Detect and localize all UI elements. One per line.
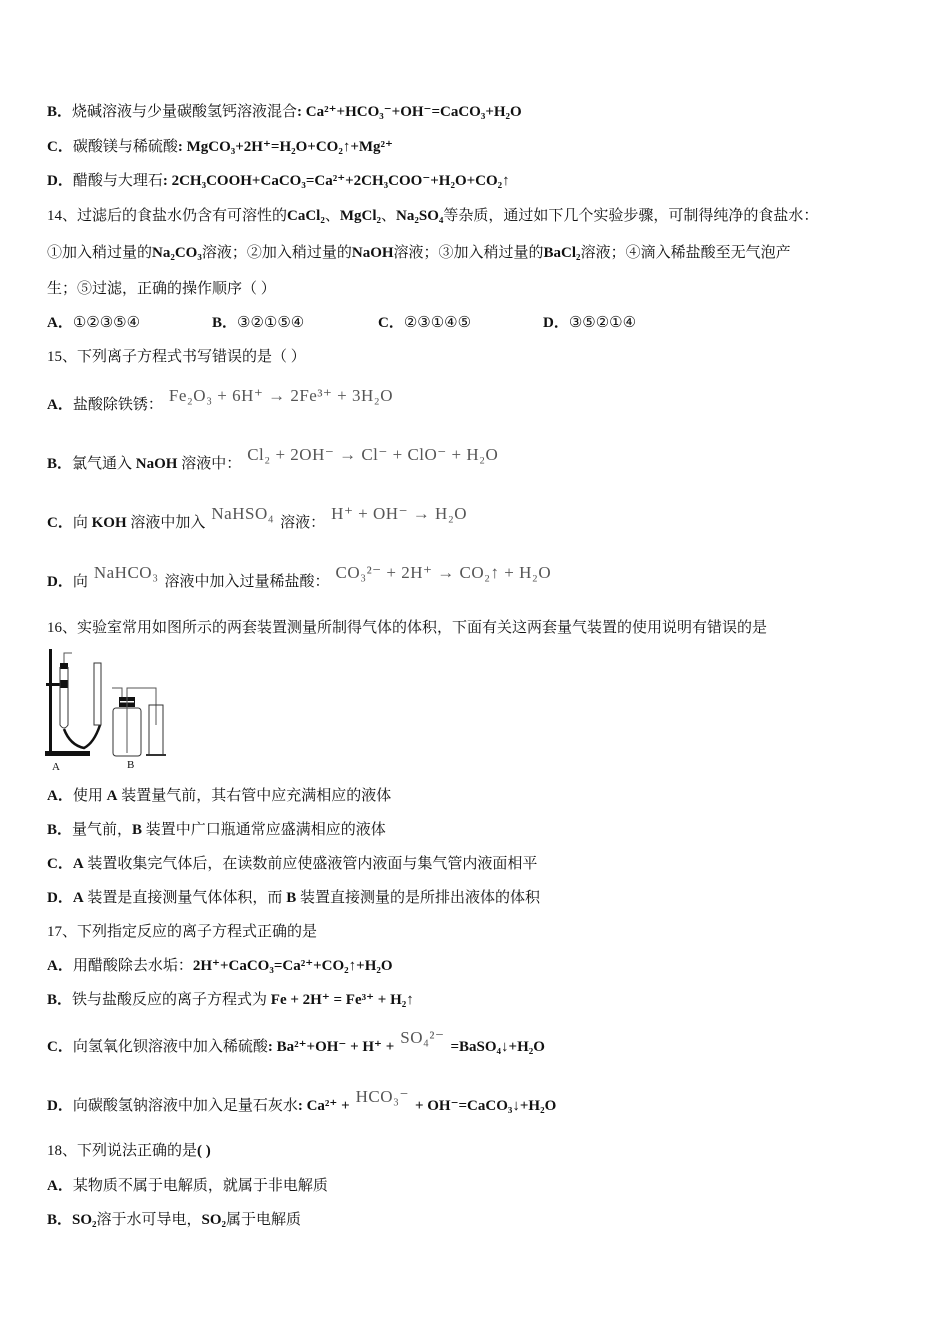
text-line [47,923,317,941]
formula-image: SO₄²⁻ [400,1028,445,1047]
text-segment: : Ca²⁺ + [297,1098,350,1114]
text-segment: 溶液；④滴入稀盐酸至无气泡产 [580,245,791,261]
formula-image: NaHCO₃ [93,563,159,582]
text-segment: 17、下列指定反应的离子方程式正确的是 [47,924,318,940]
text-line [47,1028,545,1056]
option-text: ①②③⑤④ [72,315,141,331]
text-segment: =BaSO₄↓+H₂O [450,1039,545,1055]
text-segment: B [286,890,297,906]
text-line [47,957,393,975]
text-line [47,619,767,637]
text-segment: 溶液；③加入稍过量的 [393,245,544,261]
text-segment: 14、过滤后的食盐水仍含有可溶性的 [47,208,288,224]
text-segment: 2H⁺+CaCO₃=Ca²⁺+CO₂↑+H₂O [192,958,393,974]
text-segment: 向碳酸氢钠溶液中加入足量石灰水 [72,1098,298,1114]
text-segment: 量气前， [72,822,133,838]
text-line [47,244,791,262]
text-segment: : 2CH₃COOH+CaCO₃=Ca²⁺+2CH₃COO⁻+H₂O+CO₂↑ [162,173,510,189]
text-segment: D．A [47,890,84,906]
text-segment: 烧碱溶液与少量碳酸氢钙溶液混合 [72,104,298,120]
text-segment: 醋酸与大理石 [72,173,163,189]
text-segment: 溶于水可导电， [96,1212,202,1228]
text-line [47,207,818,225]
text-line [47,172,510,190]
text-segment: 铁与盐酸反应的离子方程式为 [72,992,268,1008]
text-segment: 生；⑤过滤，正确的操作顺序（ ） [47,281,276,297]
text-line [47,991,414,1009]
apparatus-drawing [40,645,190,775]
text-segment: 16、实验室常用如图所示的两套装置测量所制得气体的体积，下面有关这两套量气装置的使用说明有错误的是 [47,620,768,636]
text-segment: 用醋酸除去水垢： [72,958,193,974]
text-segment: D． [47,1098,73,1114]
text-segment: : Ca²⁺+HCO₃⁻+OH⁻=CaCO₃+H₂O [297,104,522,120]
option-text: ③⑤②①④ [568,315,637,331]
text-segment: B． [47,992,73,1008]
text-segment: 盐酸除铁锈： [72,397,163,413]
text-segment: A． [47,958,73,974]
text-segment: B．SO₂ [47,1212,97,1228]
text-segment: BaCl₂ [543,245,581,261]
text-segment: C． [47,515,73,531]
text-segment: Fe + 2H⁺ = Fe³⁺ + H₂↑ [267,992,414,1008]
text-segment: 溶液中加入 [126,515,206,531]
text-line [47,1177,328,1195]
text-segment: 溶液： [280,515,326,531]
option-letter: C． [378,315,404,331]
text-segment: 18、下列说法正确的是 [47,1143,198,1159]
text-segment: C．A [47,856,84,872]
text-segment: 氯气通入 [72,456,136,472]
text-line [47,445,504,473]
text-segment: 碳酸镁与稀硫酸 [72,139,178,155]
text-segment: D． [47,173,73,189]
option-text: ②③①④⑤ [403,315,472,331]
text-line [47,504,473,532]
text-segment: : MgCO₃+2H⁺=H₂O+CO₂↑+Mg²⁺ [177,139,393,155]
text-segment: 装置直接测量的是所排出液体的体积 [296,890,540,906]
formula-image: CO₃²⁻ + 2H⁺ → CO₂↑ + H₂O [335,563,552,582]
text-segment: 属于电解质 [226,1212,302,1228]
text-line [47,386,399,414]
text-segment: 使用 [72,788,107,804]
q14-option-d [543,314,636,332]
text-segment: 装置是直接测量气体体积，而 [83,890,287,906]
text-line [47,787,391,805]
text-segment: 等杂质，通过如下几个实验步骤，可制得纯净的食盐水： [443,208,819,224]
text-segment: ①加入稍过量的 [47,245,153,261]
option-letter: A． [47,315,73,331]
text-line [47,103,522,121]
text-line [47,889,540,907]
text-segment: B． [47,104,73,120]
text-segment: 向 [72,515,92,531]
formula-image: H⁺ + OH⁻ → H₂O [331,504,468,523]
text-segment: C． [47,1039,73,1055]
formula-image: Fe₂O₃ + 6H⁺ → 2Fe³⁺ + 3H₂O [168,386,393,405]
text-line [47,1142,211,1160]
text-segment: A [106,788,118,804]
text-segment: C． [47,139,73,155]
formula-image: Cl₂ + 2OH⁻ → Cl⁻ + ClO⁻ + H₂O [247,445,499,464]
formula-image: NaHSO₄ [211,504,275,523]
text-line [47,855,537,873]
text-segment: 、 [324,208,340,224]
text-segment: Na₂CO₃ [152,245,202,261]
text-segment: B． [47,822,73,838]
text-segment: 装置收集完气体后，在读数前应使盛液管内液面与集气管内液面相平 [83,856,538,872]
text-line [47,563,557,591]
figure-label-a: A [52,761,60,773]
text-segment: 装置中广口瓶通常应盛满相应的液体 [142,822,386,838]
gas-measurement-apparatus-figure [40,645,190,780]
q14-option-b [212,314,304,332]
text-segment: SO₂ [201,1212,227,1228]
figure-label-b: B [127,759,135,771]
text-segment: MgCl₂ [339,208,382,224]
text-segment: : Ba²⁺+OH⁻ + H⁺ + [267,1039,395,1055]
text-segment: ( ) [197,1143,211,1159]
text-line [47,1211,301,1229]
text-line [47,280,276,298]
text-segment: 向氢氧化钡溶液中加入稀硫酸 [72,1039,268,1055]
text-segment: 某物质不属于电解质，就属于非电解质 [72,1178,328,1194]
text-segment: 、 [381,208,397,224]
text-segment: A． [47,1178,73,1194]
text-line [47,821,386,839]
text-segment: D． [47,574,73,590]
text-segment: NaOH [351,245,394,261]
text-segment: 溶液中加入过量稀盐酸： [164,574,330,590]
text-line [47,138,393,156]
text-segment: B [132,822,143,838]
text-segment: 15、下列离子方程式书写错误的是（ ） [47,349,306,365]
q14-option-a [47,314,140,332]
text-segment: 溶液中： [177,456,242,472]
option-letter: D． [543,315,569,331]
text-line [47,1087,557,1115]
text-segment: + OH⁻=CaCO₃↓+H₂O [414,1098,557,1114]
text-segment: 向 [72,574,88,590]
option-letter: B． [212,315,238,331]
text-line [47,348,306,366]
text-segment: CaCl₂ [287,208,325,224]
text-segment: A． [47,397,73,413]
text-segment: KOH [91,515,127,531]
text-segment: Na₂SO₄ [396,208,444,224]
option-text: ③②①⑤④ [237,315,305,331]
text-segment: A． [47,788,73,804]
text-segment: NaOH [135,456,178,472]
formula-image: HCO₃⁻ [355,1087,409,1106]
q14-option-c [378,314,471,332]
text-segment: 装置量气前，其右管中应充满相应的液体 [117,788,392,804]
text-segment: B． [47,456,73,472]
text-segment: 溶液；②加入稍过量的 [201,245,352,261]
